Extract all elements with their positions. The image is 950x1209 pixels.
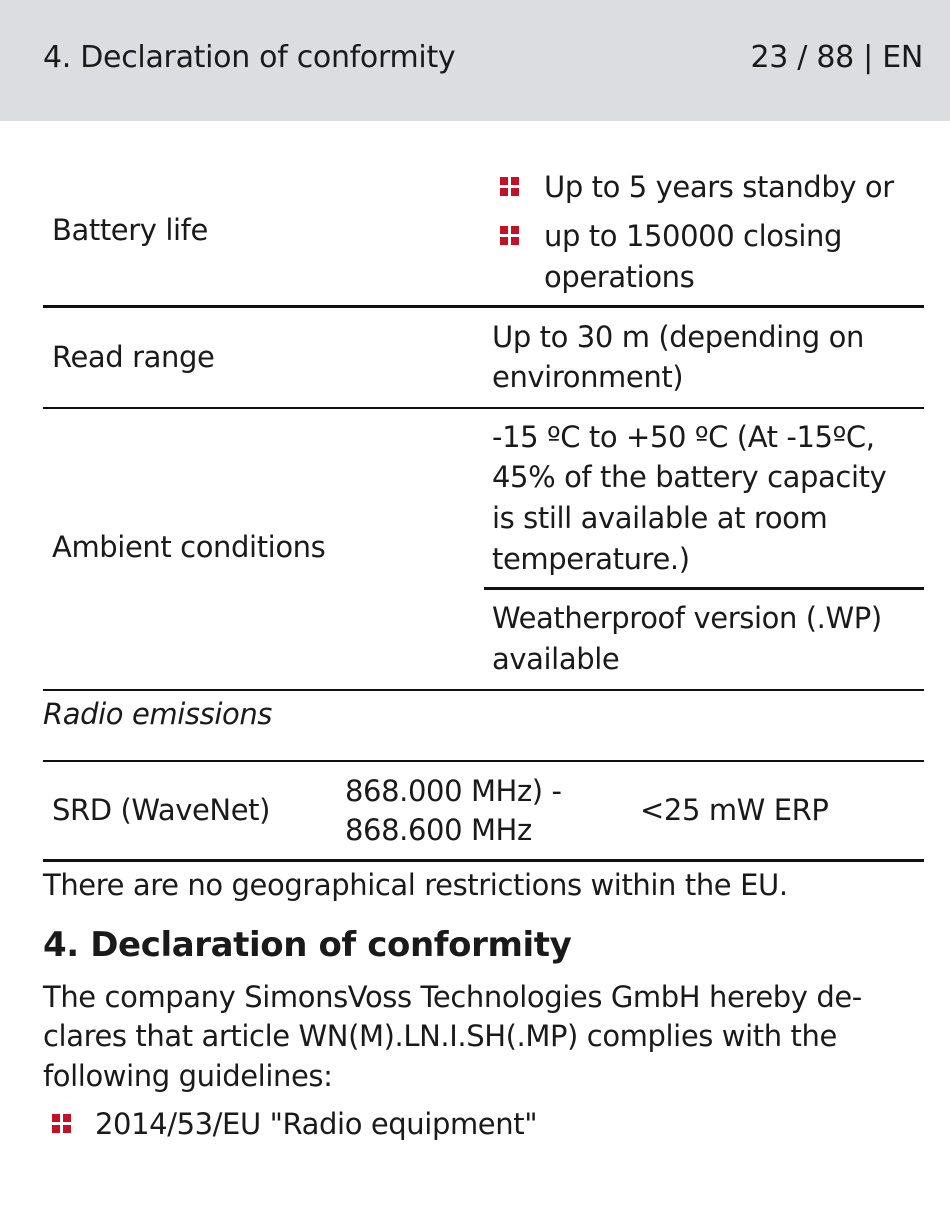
weatherproof-line2: available [492,642,620,676]
read-range-label: Read range [52,340,215,374]
battery-life-label: Battery life [52,213,208,247]
table-divider [43,407,924,409]
table-divider [43,689,924,691]
page-indicator: 23 / 88 | EN [750,40,923,75]
section-body-line3: following guidelines: [43,1059,333,1093]
ambient-value-line3: is still available at room [492,501,828,535]
table-divider [43,859,924,862]
read-range-value-line1: Up to 30 m (depending on [492,320,864,354]
srd-frequency-line2: 868.600 MHz [345,813,532,847]
restriction-note: There are no geographical restrictions within the EU. [43,868,788,902]
header-title: 4. Declaration of conformity [43,40,456,75]
page-header [0,0,950,121]
radio-emissions-heading: Radio emissions [43,697,273,731]
ambient-value-line4: temperature.) [492,542,690,576]
bullet-icon [500,177,520,197]
battery-item-2-cont: operations [544,260,695,294]
table-divider [43,760,924,762]
ambient-value-line2: 45% of the battery capacity [492,460,887,494]
ambient-conditions-label: Ambient conditions [52,530,326,564]
section-body-line1: The company SimonsVoss Technologies GmbH hereby de- [43,980,862,1014]
srd-power: <25 mW ERP [640,793,829,827]
table-divider [43,305,924,308]
table-divider [484,587,924,590]
ambient-value-line1: -15 ºC to +50 ºC (At -15ºC, [492,420,875,454]
section-heading: 4. Declaration of conformity [43,925,572,965]
bullet-icon [500,226,520,246]
srd-label: SRD (WaveNet) [52,793,271,827]
battery-item-2: up to 150000 closing [544,219,842,253]
battery-item-1: Up to 5 years standby or [544,170,894,204]
weatherproof-line1: Weatherproof version (.WP) [492,601,882,635]
srd-frequency-line1: 868.000 MHz) - [345,774,562,808]
guideline-item: 2014/53/EU "Radio equipment" [95,1107,538,1141]
section-body-line2: clares that article WN(M).LN.I.SH(.MP) complies with the [43,1019,837,1053]
bullet-icon [52,1114,72,1134]
read-range-value-line2: environment) [492,360,684,394]
